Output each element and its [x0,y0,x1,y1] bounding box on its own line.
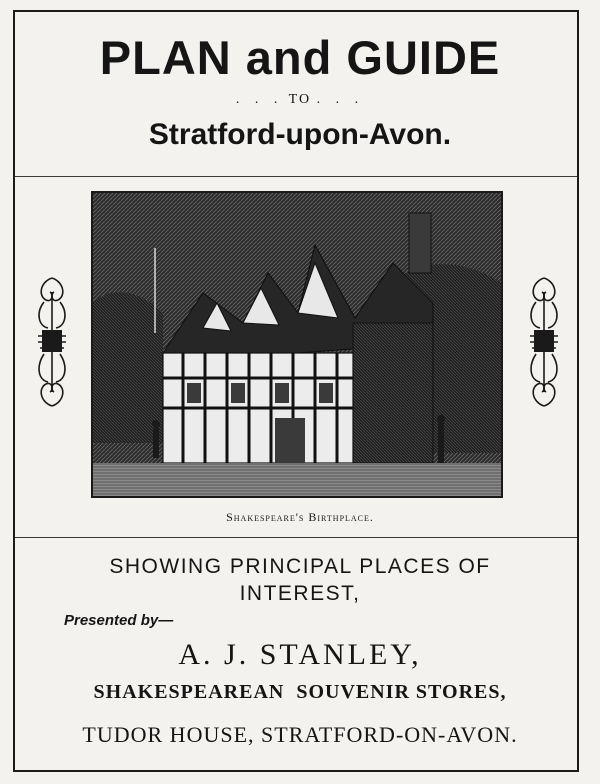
presented-by: Presented by— [64,612,174,629]
town-name: Stratford-upon-Avon. [148,118,452,151]
address-line: TUDOR HOUSE, STRATFORD-ON-AVON. [82,722,518,747]
showing-text [0,553,600,607]
page-title: PLAN and GUIDE [99,31,501,84]
top-divider [15,176,577,177]
left-ornament-icon [30,272,74,412]
showing-line-2: INTEREST, [239,582,361,605]
right-ornament-icon [522,272,566,412]
to-dots-right: . . . [316,92,365,107]
to-word: TO [288,92,312,107]
illustration-caption: Shakespeare's Birthplace. [226,510,374,524]
birthplace-engraving [91,191,503,498]
to-line [0,92,600,108]
showing-line-1: SHOWING PRINCIPAL PLACES OF [109,555,491,578]
house-illustration-icon [93,193,501,496]
stores-line: SHAKESPEAREAN SOUVENIR STORES, [93,681,507,703]
to-dots-left: . . . [235,92,284,107]
bottom-divider [15,537,577,538]
publisher-name: A. J. STANLEY, [178,638,422,671]
